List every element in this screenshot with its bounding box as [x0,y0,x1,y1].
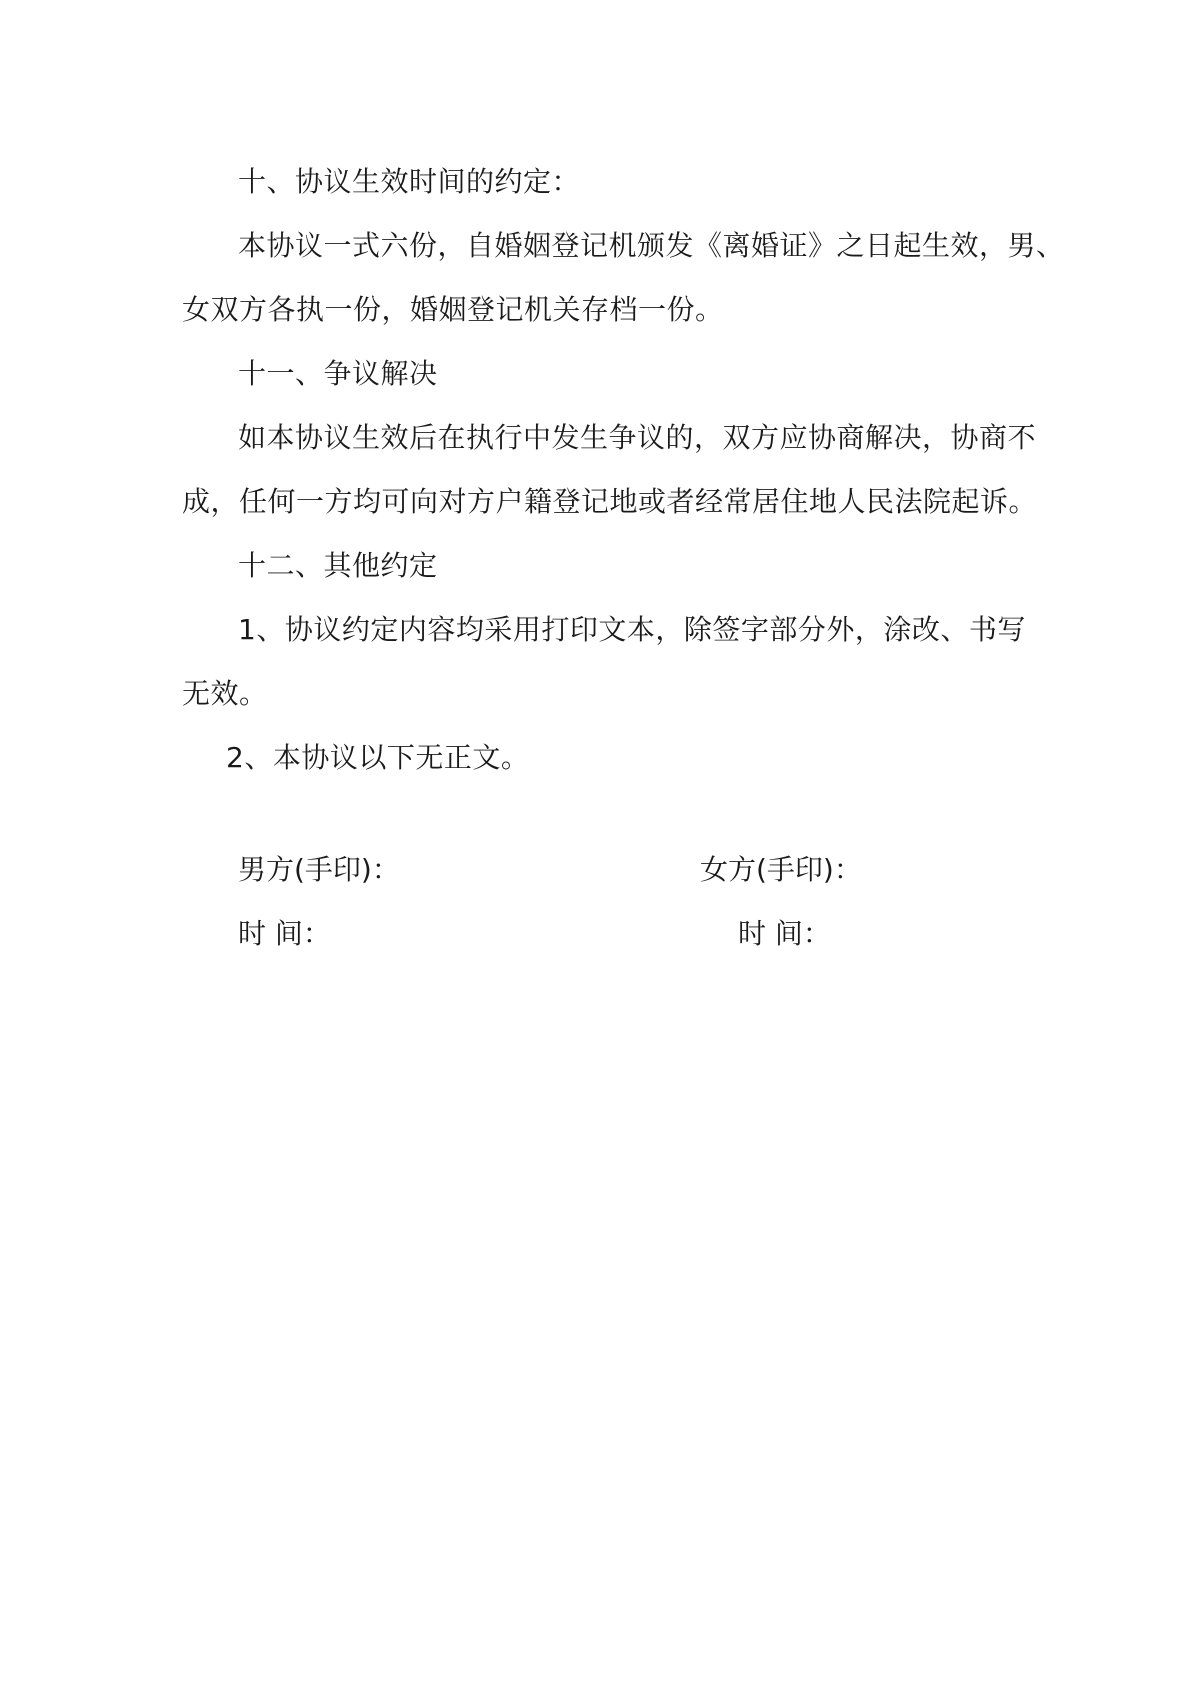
section-10-paragraph-line-1: 本协议一式六份，自婚姻登记机颁发《离婚证》之日起生效，男、 [238,229,1065,262]
section-10-heading: 十、协议生效时间的约定： [238,165,581,198]
document-body [182,150,1065,790]
section-12-heading: 十二、其他约定 [238,549,438,582]
section-12-item-2: 2、本协议以下无正文。 [226,741,530,774]
section-11-paragraph-line-1: 如本协议生效后在执行中发生争议的，双方应协商解决，协商不 [238,421,1037,454]
male-signature-label: 男方(手印)： [238,853,400,886]
female-signature-label: 女方(手印)： [700,853,862,886]
female-time-label: 时 间： [738,917,831,950]
signature-block [0,838,1200,978]
section-10-paragraph-line-2: 女双方各执一份，婚姻登记机关存档一份。 [182,293,724,326]
section-11-paragraph-line-2: 成，任何一方均可向对方户籍登记地或者经常居住地人民法院起诉。 [182,485,1038,518]
section-12-item-1-line-1: 1、协议约定内容均采用打印文本，除签字部分外，涂改、书写 [238,613,1026,646]
section-11-heading: 十一、争议解决 [238,357,438,390]
male-time-label: 时 间： [238,917,331,950]
section-12-item-1-line-2: 无效。 [182,677,268,710]
